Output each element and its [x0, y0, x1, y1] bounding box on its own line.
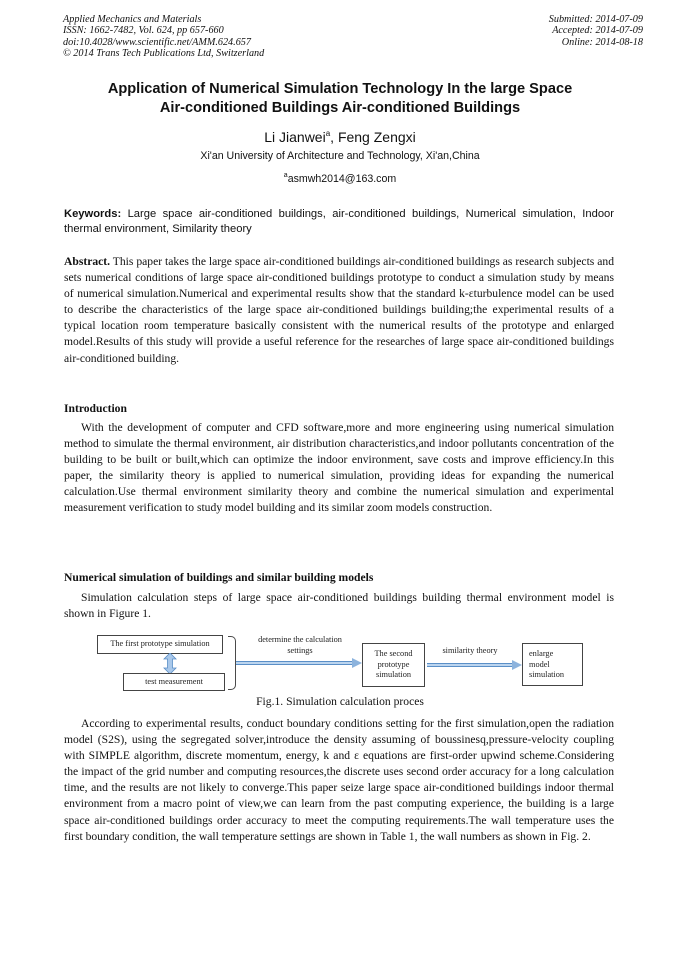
- abstract-text: This paper takes the large space air-conditioned buildings air-conditioned buildings as research subjects and sets numerical conditions of large space air-conditioned buildings prototype to conduct a simulation study by means of numerical simulation.Numerical and experimental results show that the standard k-εturbulence model can be used to describe the characteristics of the large space air-conditioned buildings building;the experimental results of a typical location room temperature basically consistent with the numerical results of the prototype and enlarged model.Results of this study will provide a useful reference for the researches of large space air-conditioned buildings air-conditioned building.: [64, 255, 614, 365]
- boundary-conditions-paragraph: [64, 716, 614, 845]
- section-heading-numerical-simulation: Numerical simulation of buildings and similar building models: [64, 571, 374, 584]
- numerical-simulation-paragraph: [64, 590, 614, 622]
- paper-title: [60, 80, 620, 118]
- grouping-brace: [228, 636, 236, 690]
- introduction-text: With the development of computer and CFD software,more and more engineering using numerical simulation method to simulate the thermal environment, air distribution characteristics,and indoor pollutants concentration of the building to be built or built,which can optimize the indoor environment, save costs and improve efficiency.In this paper, the similarity theory is applied to numerical simulation, providing ideas for expanding the numerical calculation.Use thermal environment similarity theory and combine the numerical simulation and experimental measurement verification to study model building and its similar zoom models construction.: [64, 421, 614, 515]
- arrow-to-second-simulation: [236, 661, 352, 665]
- box-enlarge-model-simulation: [522, 643, 583, 686]
- author-1-affil-mark: a: [325, 129, 331, 138]
- label-determine-calculation-settings: [238, 635, 362, 656]
- journal-name: Applied Mechanics and Materials: [63, 14, 202, 25]
- copyright: © 2014 Trans Tech Publications Ltd, Switzerland: [63, 47, 265, 59]
- issn: ISSN: 1662-7482, Vol. 624, pp 657-660: [63, 25, 224, 37]
- label-similarity-theory: similarity theory: [442, 646, 498, 655]
- affiliation: Xi'an University of Architecture and Technology, Xi'an,China: [200, 150, 480, 162]
- accepted-date: Accepted: 2014-07-09: [552, 25, 643, 37]
- email-address[interactable]: asmwh2014@163.com: [287, 173, 397, 185]
- box-second-line-3: simulation: [375, 670, 412, 679]
- numerical-simulation-text: Simulation calculation steps of large space air-conditioned buildings building thermal environment model is shown in Figure 1.: [64, 591, 614, 621]
- keywords-text: Large space air-conditioned buildings, air-conditioned buildings, Numerical simulation, Indoor thermal environment, Similarity theory: [64, 208, 614, 236]
- journal-header: [63, 14, 264, 59]
- box-second-line-1: The second: [374, 649, 413, 658]
- keywords-label: Keywords:: [64, 208, 122, 220]
- author-1: Li Jianwei: [264, 129, 326, 145]
- introduction-paragraph: [64, 420, 614, 517]
- title-line-2: Air-conditioned Buildings Air-conditioned Buildings: [159, 100, 521, 116]
- email-affil-mark: a: [283, 172, 288, 179]
- section-heading-introduction: Introduction: [64, 402, 127, 415]
- box-first-label: The first prototype simulation: [110, 639, 210, 648]
- figure-1-caption: Fig.1. Simulation calculation proces: [256, 695, 424, 708]
- author-2: Feng Zengxi: [337, 129, 416, 145]
- box-enlarge-line-2: model: [529, 659, 550, 669]
- dates-header: [549, 14, 643, 48]
- box-second-prototype-simulation: [362, 643, 425, 687]
- title-line-1: Application of Numerical Simulation Technology In the large Space: [107, 81, 573, 97]
- box-first-prototype-simulation: [97, 635, 223, 654]
- double-arrow-icon: [163, 653, 177, 674]
- abstract: [64, 254, 614, 367]
- doi[interactable]: doi:10.4028/www.scientific.net/AMM.624.657: [63, 36, 251, 48]
- email: [60, 169, 620, 186]
- box-enlarge-line-1: enlarge: [529, 649, 554, 658]
- authors: [60, 126, 620, 145]
- box-enlarge-line-3: simulation: [529, 670, 565, 679]
- label-determine-line-2: settings: [287, 645, 313, 655]
- submitted-date: Submitted: 2014-07-09: [548, 14, 643, 25]
- abstract-label: Abstract.: [64, 255, 111, 268]
- online-date: Online: 2014-08-18: [561, 36, 643, 48]
- box-test-measurement: [123, 673, 225, 691]
- boundary-conditions-text: According to experimental results, conduct boundary conditions setting for the first simulation,open the radiation model (S2S), using the segregated solver,introduce the density assuming of boussinesq,pressure-velocity coupling with SIMPLE algorithm, discrete momentum, energy, k and ε equations are first-order upwind scheme.Considering the impact of the grid number and computing resources,the discrete uses second order accuracy for a long calculation time, and the results are not likely to converge.This paper seize large space air-conditioned buildings indoor thermal environment from a macro point of view,we can learn from the past computing experience, the building is a large space air-conditioned buildings order accuracy to meet the computing requirements.The wall temperature uses the first boundary condition, the wall temperature settings are shown in Table 1, the wall numbers as shown in Fig. 2.: [64, 717, 614, 843]
- arrow-to-enlarge-model: [427, 663, 512, 667]
- label-determine-line-1: determine the calculation: [258, 635, 342, 644]
- keywords: [64, 207, 614, 237]
- author-separator: ,: [330, 129, 338, 145]
- box-second-line-2: prototype: [377, 659, 410, 669]
- box-test-label: test measurement: [145, 677, 203, 686]
